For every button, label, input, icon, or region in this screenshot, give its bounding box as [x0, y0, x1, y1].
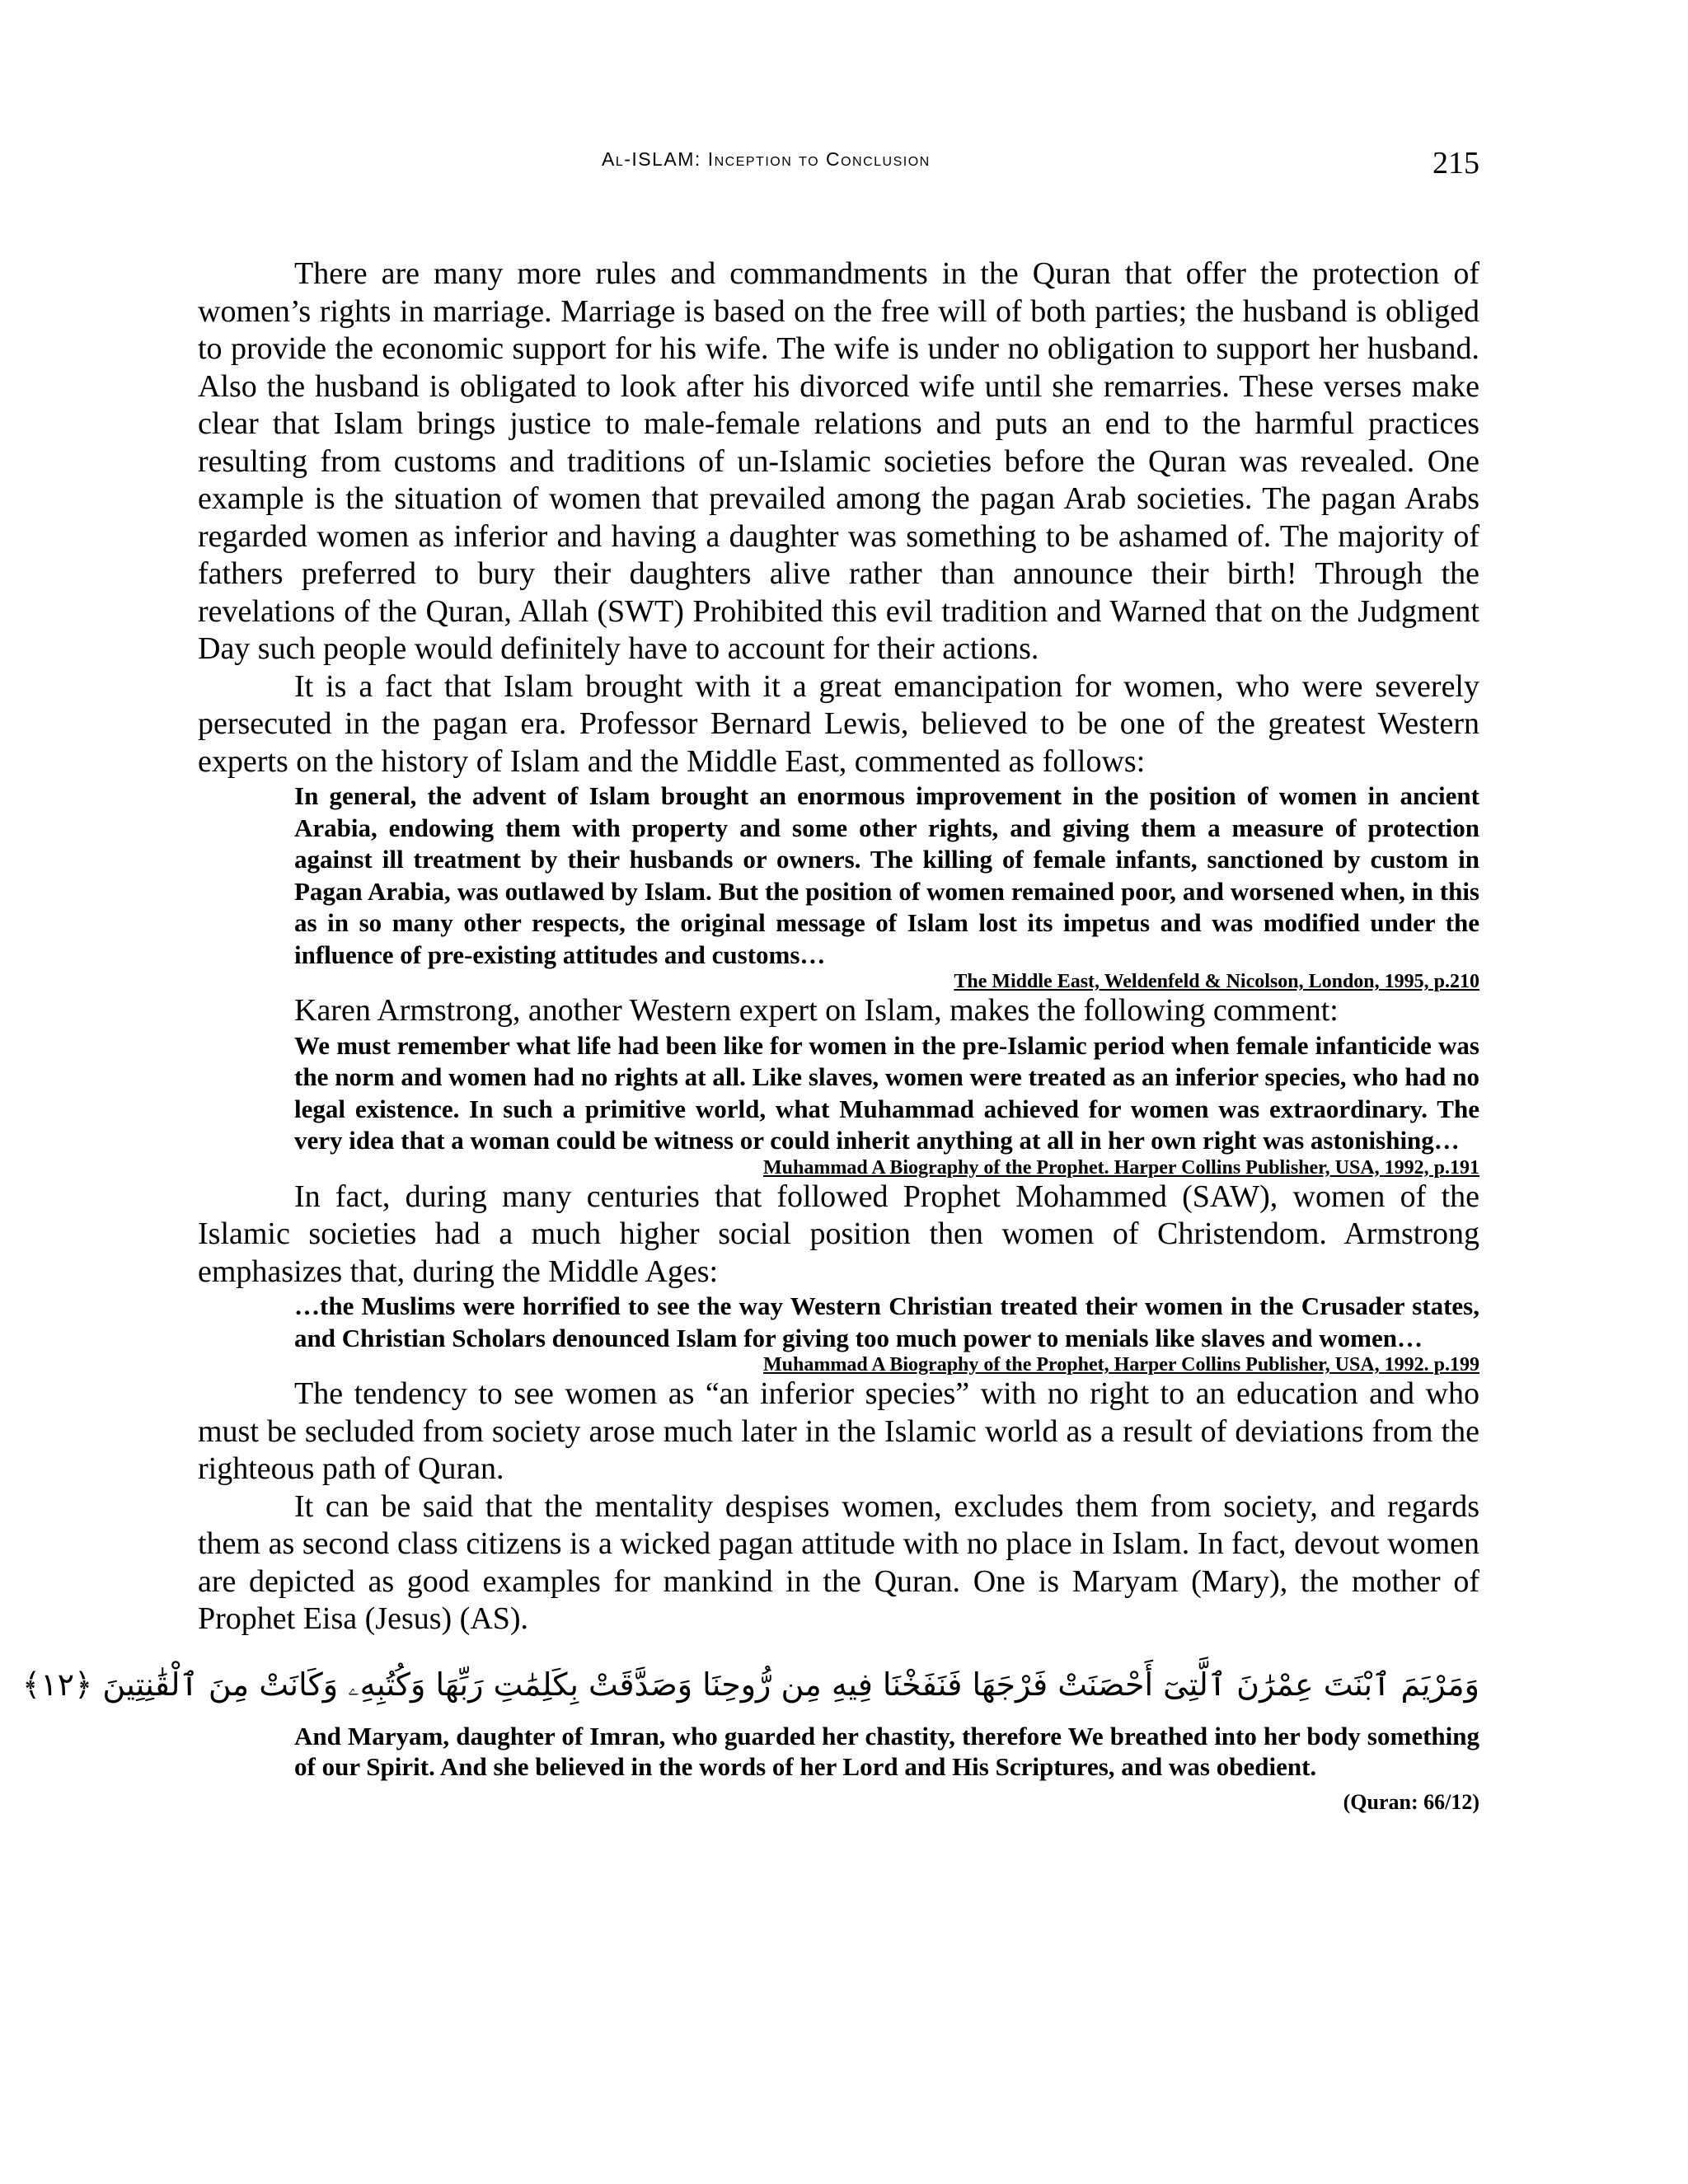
- citation-karen-armstrong-1: Muhammad A Biography of the Prophet. Harper Collins Publisher, USA, 1992, p.191: [763, 1156, 1479, 1179]
- paragraph-karen-armstrong-intro: Karen Armstrong, another Western expert on Islam, makes the following comment:: [294, 993, 1339, 1028]
- page-header: [198, 137, 1479, 186]
- running-title: Al-ISLAM: Inception to Conclusion: [602, 148, 931, 170]
- arabic-quran-verse: وَمَرْيَمَ ٱبْنَتَ عِمْرَٰنَ ٱلَّتِىٓ أَحْصَنَتْ فَرْجَهَا فَنَفَخْنَا فِيهِ مِن رُّوحِنَا وَصَدَّقَتْ بِكَلِمَٰتِ رَبِّهَا وَكُتُبِهِۦ وَكَانَتْ مِنَ ٱلْقَٰنِتِينَ ﴿١٢﴾: [21, 1666, 1479, 1703]
- citation-karen-armstrong-2: Muhammad A Biography of the Prophet, Harper Collins Publisher, USA, 1992. p.199: [763, 1354, 1479, 1376]
- paragraph-womens-rights-marriage: There are many more rules and commandments in the Quran that offer the protection of women’s rights in marriage. Marriage is based on the free will of both parties; the husband is obliged to provide the economic support for his wife. The wife is under no obligation to support her husband. Also the husband is obligated to look after his divorced wife until she remarries. These verses make clear that Islam brings justice to male-female relations and puts an end to the harmful practices resulting from customs and traditions of un-Islamic societies before the Quran was revealed. One example is the situation of women that prevailed among the pagan Arab societies. The pagan Arabs regarded women as inferior and having a daughter was something to be ashamed of. The majority of fathers preferred to bury their daughters alive rather than announce their birth! Through the revelations of the Quran, Allah (SWT) Prohibited this evil tradition and Warned that on the Judgment Day such people would definitely have to account for their actions.: [198, 256, 1479, 666]
- paragraph-middle-ages: In fact, during many centuries that followed Prophet Mohammed (SAW), women of the Islamic societies had a much higher social position then women of Christendom. Armstrong emphasizes that, during the Middle Ages:: [198, 1179, 1479, 1289]
- block-quote-bernard-lewis: In general, the advent of Islam brought an enormous improvement in the position of women in ancient Arabia, endowing them with property and some other rights, and giving them a measure of protection against ill treatment by their husbands or owners. The killing of female infants, sanctioned by custom in Pagan Arabia, was outlawed by Islam. But the position of women remained poor, and worsened when, in this as in so many other respects, the original message of Islam lost its impetus and was modified under the influence of pre-existing attitudes and customs…: [294, 781, 1479, 969]
- verse-translation: And Maryam, daughter of Imran, who guarded her chastity, therefore We breathed into her body something of our Spirit. And she believed in the words of her Lord and His Scriptures, and was obedient.: [294, 1721, 1479, 1781]
- citation-bernard-lewis: The Middle East, Weldenfeld & Nicolson, London, 1995, p.210: [954, 971, 1479, 992]
- paragraph-inferior-species: The tendency to see women as “an inferior species” with no right to an education and who must be secluded from society arose much later in the Islamic world as a result of deviations from the righteous path of Quran.: [198, 1376, 1479, 1486]
- block-quote-crusader-states: …the Muslims were horrified to see the way Western Christian treated their women in the Crusader states, and Christian Scholars denounced Islam for giving too much power to menials like slaves and women…: [294, 1291, 1479, 1352]
- paragraph-maryam: It can be said that the mentality despises women, excludes them from society, and regards them as second class citizens is a wicked pagan attitude with no place in Islam. In fact, devout women are depicted as good examples for mankind in the Quran. One is Maryam (Mary), the mother of Prophet Eisa (Jesus) (AS).: [198, 1488, 1479, 1636]
- quran-reference: (Quran: 66/12): [1343, 1789, 1479, 1814]
- paragraph-emancipation: It is a fact that Islam brought with it a great emancipation for women, who were severely persecuted in the pagan era. Professor Bernard Lewis, believed to be one of the greatest Western experts on the history of Islam and the Middle East, commented as follows:: [198, 668, 1479, 779]
- block-quote-karen-armstrong: We must remember what life had been like for women in the pre-Islamic period when female infanticide was the norm and women had no rights at all. Like slaves, women were treated as an inferior species, who had no legal existence. In such a primitive world, what Muhammad achieved for women was extraordinary. The very idea that a woman could be witness or could inherit anything at all in her own right was astonishing…: [294, 1030, 1479, 1155]
- page-number: 215: [1432, 146, 1479, 180]
- page-body: [21, 255, 1479, 1816]
